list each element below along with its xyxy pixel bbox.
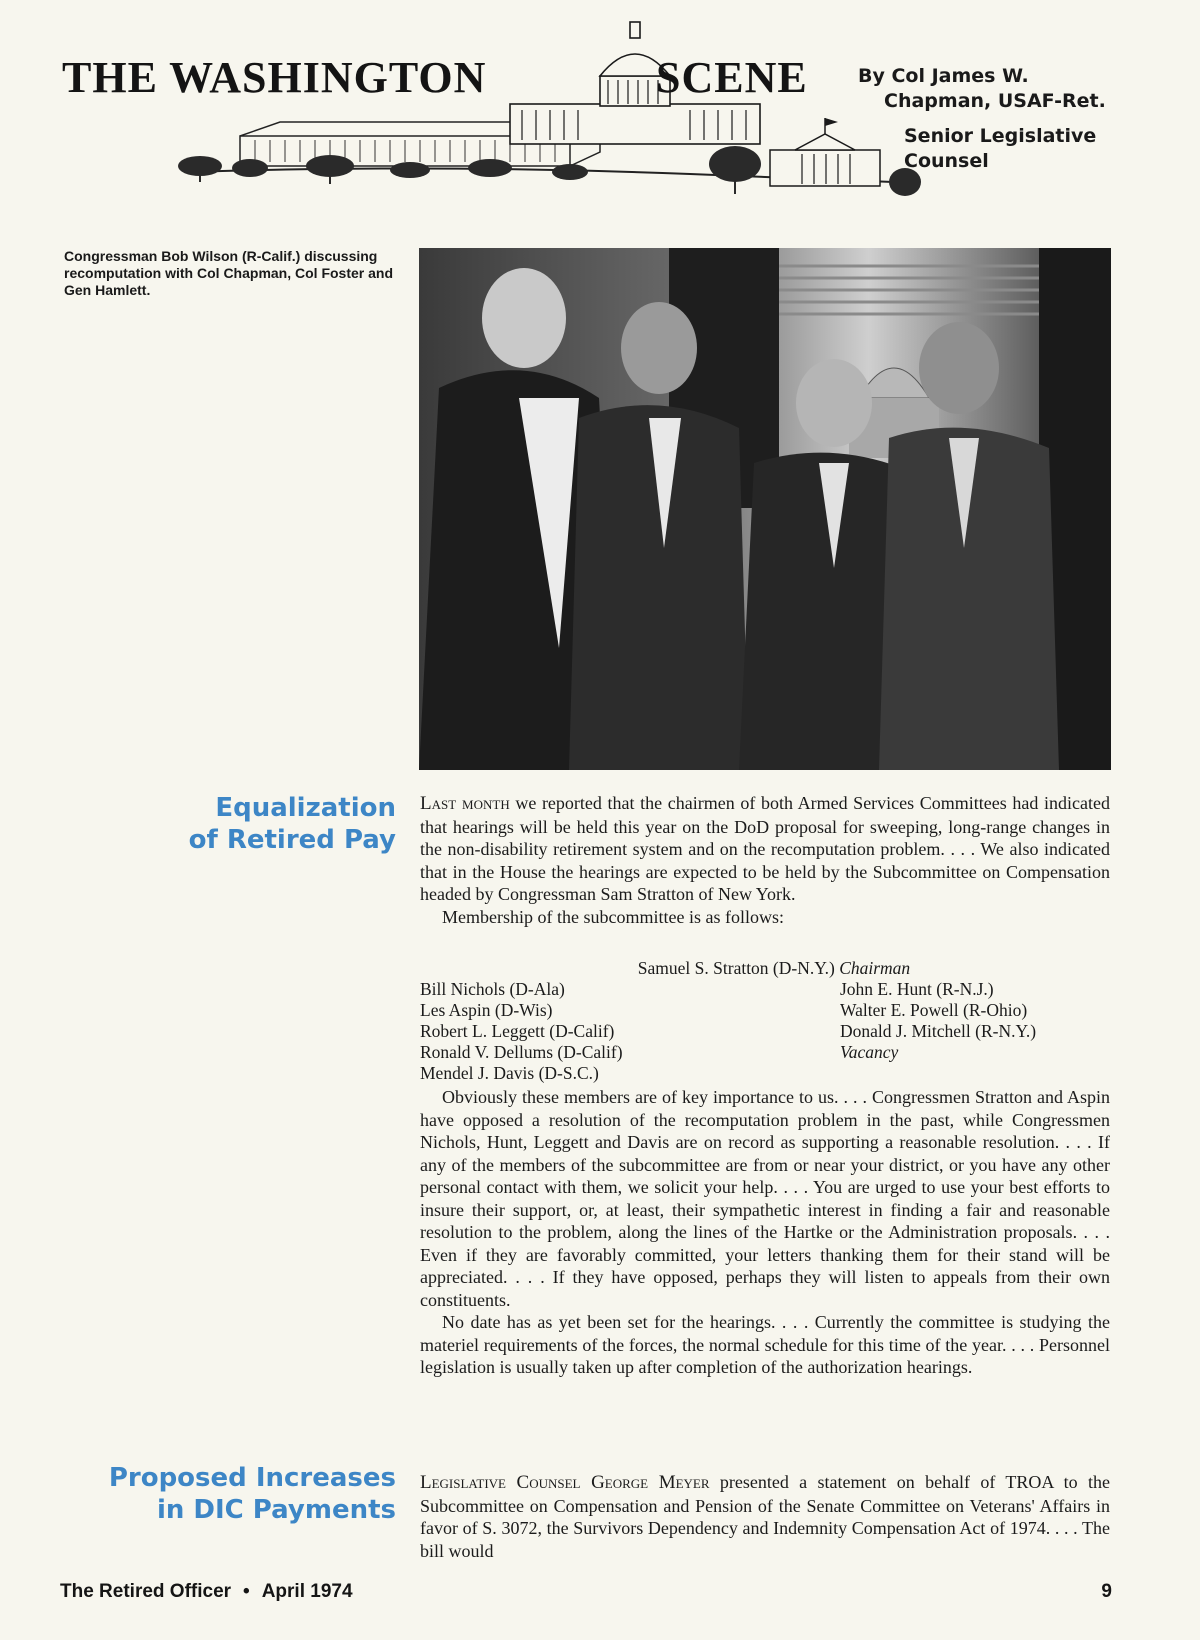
masthead <box>60 14 880 214</box>
article-body-section2 <box>420 1471 1110 1562</box>
section-heading-line: of Retired Pay <box>188 825 396 855</box>
member-name: Robert L. Leggett (D-Calif) <box>420 1021 615 1041</box>
paragraph: Membership of the subcommittee is as follows: <box>442 906 784 927</box>
chairman-title: Chairman <box>839 958 911 978</box>
members-right-column <box>840 979 1110 1084</box>
member-name: Mendel J. Davis (D-S.C.) <box>420 1063 599 1083</box>
chairman-name: Samuel S. Stratton (D-N.Y.) <box>637 958 835 978</box>
section-heading-equalization <box>176 792 396 856</box>
article-body-section1 <box>420 792 1110 928</box>
byline-author-line2: Chapman, USAF-Ret. <box>884 90 1106 112</box>
members-left-column <box>420 979 840 1084</box>
footer-separator: • <box>243 1581 250 1602</box>
member-name: Les Aspin (D-Wis) <box>420 1000 553 1020</box>
member-name: Ronald V. Dellums (D-Calif) <box>420 1042 623 1062</box>
member-name: Vacancy <box>840 1042 899 1062</box>
issue-date: April 1974 <box>261 1581 353 1602</box>
member-name: Walter E. Powell (R-Ohio) <box>840 1000 1028 1020</box>
subcommittee-member-list <box>420 958 1110 1084</box>
paragraph <box>420 792 1110 906</box>
byline-author-line1: By Col James W. <box>858 65 1029 87</box>
lead-smallcaps: Legislative Counsel George Meyer <box>420 1472 710 1493</box>
masthead-title-right: SCENE <box>656 53 808 102</box>
masthead-title-left: THE WASHINGTON <box>62 53 487 102</box>
article-body-section1-continued <box>420 1086 1110 1379</box>
section-heading-line: Equalization <box>215 793 396 823</box>
capitol-skyline-illustration <box>130 14 930 214</box>
byline-role-line2: Counsel <box>904 150 989 172</box>
lead-smallcaps: Last month <box>420 793 510 814</box>
chairman-line <box>420 958 1110 979</box>
section-heading-line: Proposed Increases <box>108 1463 396 1493</box>
paragraph-text: we reported that the chairmen of both Armed Services Committees had indicated that hearings will be held this year on the DoD proposal for sweeping, long-range changes in the non-disability retirement system and on the recomputation problem. . . . We also indicated that in the House the hearings are expected to be held by the Subcommittee on Compensation headed by Congressman Sam Stratton of New York. <box>420 793 1110 904</box>
member-name: Donald J. Mitchell (R-N.Y.) <box>840 1021 1037 1041</box>
group-photo <box>419 248 1111 770</box>
paragraph: No date has as yet been set for the hearings. . . . Currently the committee is studying the materiel requirements of the forces, the normal schedule for this time of the year. . . . Personnel legislation is usually taken up after completion of the authorization hearings. <box>420 1312 1110 1377</box>
section-heading-line: in DIC Payments <box>156 1495 396 1525</box>
page-number: 9 <box>1101 1581 1112 1602</box>
publication-name: The Retired Officer <box>60 1581 232 1602</box>
footer-publication-line <box>60 1581 353 1603</box>
byline-role-line1: Senior Legislative <box>904 125 1097 147</box>
member-name: John E. Hunt (R-N.J.) <box>840 979 994 999</box>
paragraph: Obviously these members are of key importance to us. . . . Congressmen Stratton and Aspin have opposed a resolution of the recomputation problem in the past, while Congressmen Nichols, Hunt, Leggett and Davis are on record as supporting a reasonable resolution. . . . If any of the members of the subcommittee are from or near your district, or you have any other personal contact with them, we solicit your help. . . . You are urged to use your best efforts to insure their support, or, at least, their sympathetic interest in finding a fair and reasonable resolution to the problem, along the lines of the Hartke or the Administration proposals. . . . Even if they are favorably committed, your letters thanking them for their stand will be appreciated. . . . If they have opposed, perhaps they will listen to appeals from their own constituents. <box>420 1087 1110 1310</box>
paragraph <box>420 1471 1110 1562</box>
member-name: Bill Nichols (D-Ala) <box>420 979 565 999</box>
paragraph-text: presented a statement on behalf of TROA to the Subcommittee on Compensation and Pension of the Senate Committee on Veterans' Affairs in favor of S. 3072, the Survivors Dependency and Indemnity Compensation Act of 1974. . . . The bill would <box>420 1472 1110 1561</box>
photo-image <box>419 248 1111 770</box>
section-heading-dic <box>96 1462 396 1526</box>
photo-caption: Congressman Bob Wilson (R-Calif.) discussing recomputation with Col Chapman, Col Foster and Gen Hamlett. <box>64 248 394 298</box>
author-byline <box>858 64 1158 174</box>
